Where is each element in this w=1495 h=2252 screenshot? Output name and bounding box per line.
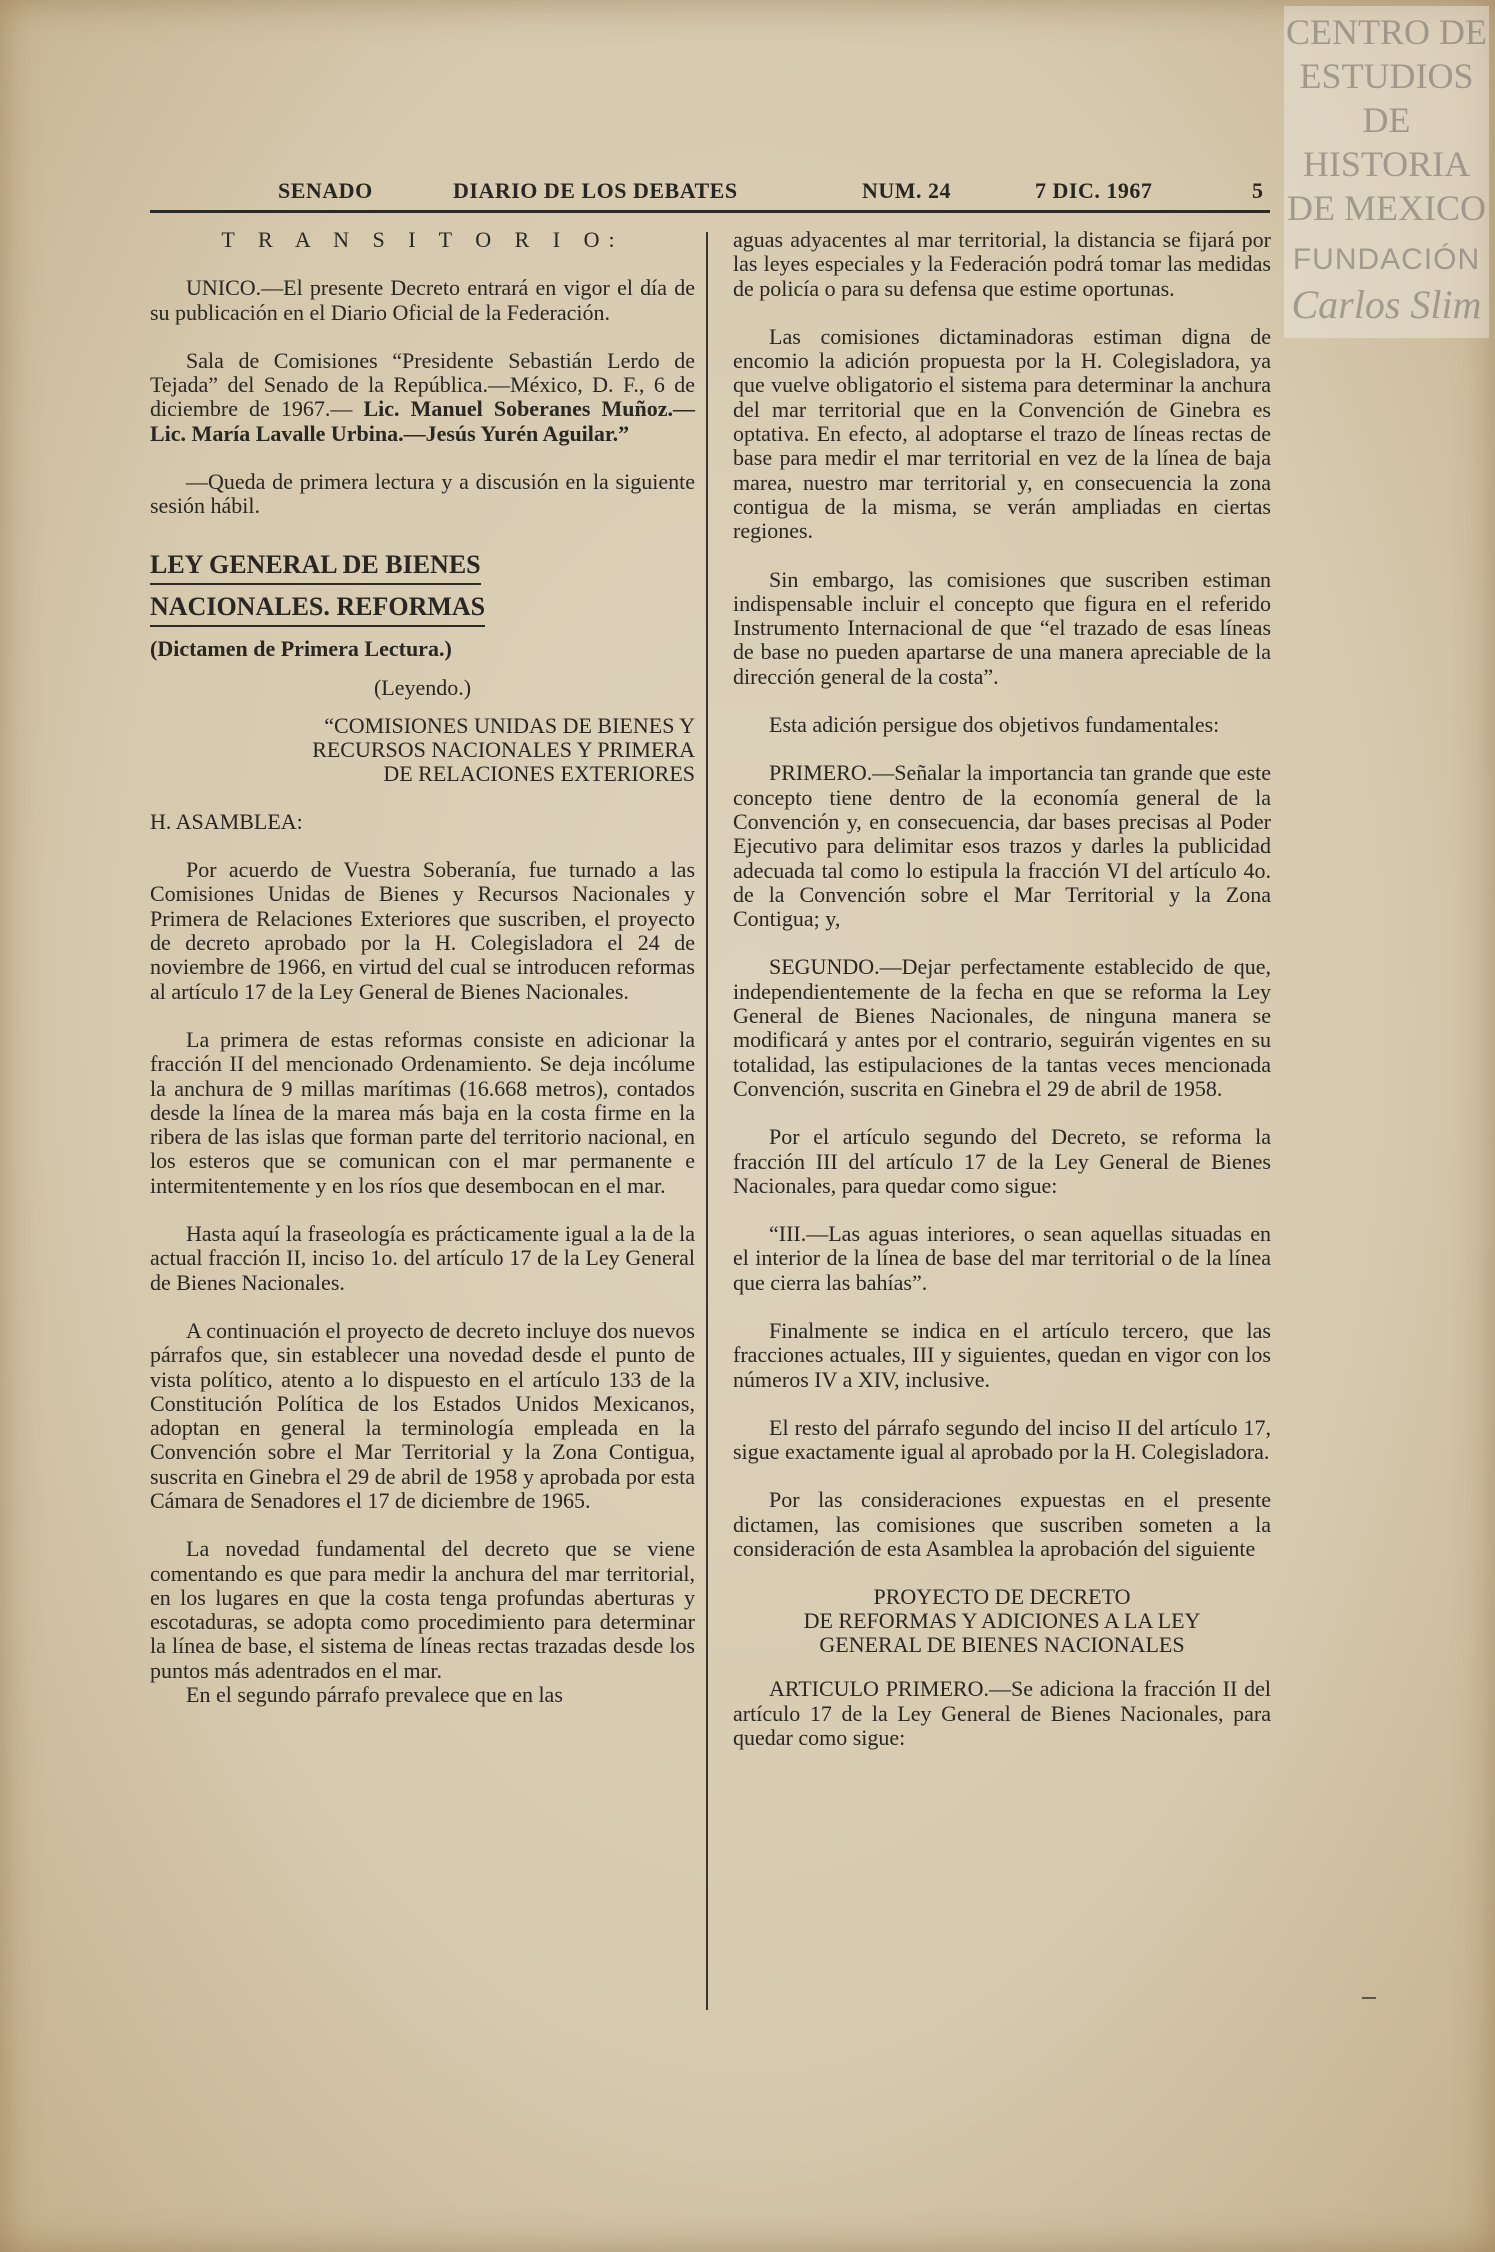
left-column [150, 228, 695, 1731]
paragraph: Esta adición persigue dos objetivos fundamentales: [769, 712, 1220, 738]
page-header [150, 170, 1270, 213]
paragraph: aguas adyacentes al mar territorial, la distancia se fijará por las leyes especiales y la Federación podrá tomar las medidas de policía o para su defensa que estime oportunas. [733, 227, 1271, 301]
paragraph: Las comisiones dictaminadoras estiman digna de encomio la adición propuesta por la H. Colegisladora, ya que vuelve obligatorio el sistema para determinar la anchura del mar territorial que en la Convención de Ginebra es optativa. En efecto, al adoptarse el trazo de líneas rectas de base para medir el mar territorial en vez de la línea de baja marea, nuestro mar territorial y, en consecuencia la zona contigua de la misma, se verán ampliadas en ciertas regiones. [733, 323, 1271, 544]
paragraph: La primera de estas reformas consiste en adicionar la fracción II del mencionado Ordenamiento. Se deja incólume la anchura de 9 millas marítimas (16.668 metros), contados desde la línea de la marea más baja en la costa firme en la ribera de las islas que forman parte del territorio nacional, en los esteros que se comunican con el mar permanente e intermitentemente y en los ríos que desembocan en el mar. [150, 1026, 695, 1198]
paragraph: Hasta aquí la fraseología es prácticamente igual a la de la actual fracción II, inciso 1o. del artículo 17 de la Ley General de Bienes Nacionales. [150, 1221, 695, 1295]
section-title: LEY GENERAL DE BIENES [150, 543, 481, 585]
paragraph: Finalmente se indica en el artículo tercero, que las fracciones actuales, III y siguientes, quedan en vigor con los números IV a XIV, inclusive. [733, 1317, 1271, 1392]
paragraph: —Queda de primera lectura y a discusión en la siguiente sesión hábil. [150, 469, 695, 519]
paragraph: Por las consideraciones expuestas en el presente dictamen, las comisiones que suscriben someten a la consideración de esta Asamblea la aprobación del siguiente [733, 1487, 1271, 1562]
watermark-line: ESTUDIOS [1299, 56, 1474, 96]
watermark-line: CENTRO DE [1286, 12, 1487, 52]
committees-line: RECURSOS NACIONALES Y PRIMERA [312, 736, 695, 762]
column-divider [706, 232, 708, 2010]
section-title: NACIONALES. REFORMAS [150, 585, 485, 627]
paragraph: SEGUNDO.—Dejar perfectamente establecido de que, independientemente de la fecha en que se reforma la Ley General de Bienes Nacionales, de ninguna manera se modificará y antes por el contrario, seguirán vigentes en su totalidad, las estipulaciones de la tantas veces mencionada Convención, suscrita en Ginebra el 29 de abril de 1958. [733, 954, 1271, 1101]
watermark-signature: Carlos Slim [1291, 282, 1482, 327]
committees-heading [150, 714, 695, 786]
decree-title [733, 1585, 1271, 1657]
salutation: H. ASAMBLEA: [150, 808, 303, 834]
signature-paragraph [150, 349, 695, 446]
issue-number: NUM. 24 [862, 178, 952, 203]
watermark-line: DE HISTORIA [1302, 100, 1471, 184]
paragraph: ARTICULO PRIMERO.—Se adiciona la fracción II del artículo 17 de la Ley General de Bienes Nacionales, para quedar como sigue: [733, 1676, 1271, 1750]
paragraph: Por el artículo segundo del Decreto, se reforma la fracción III del artículo 17 de la Ley General de Bienes Nacionales, para quedar como sigue: [733, 1124, 1271, 1198]
paragraph: Sin embargo, las comisiones que suscriben estiman indispensable incluir el concepto que figura en el referido Instrumento Internacional de que “el trazado de esas líneas de base no pueden apartarse de una manera apreciable de la dirección general de la costa”. [733, 566, 1271, 689]
sala-text: Sala de Comisiones “Presidente Sebastián Lerdo de Tejada” del Senado de la República.—México, D. F., 6 de diciembre de 1967.— [150, 347, 695, 422]
transitorio-heading: T R A N S I T O R I O: [221, 227, 624, 252]
paragraph: El resto del párrafo segundo del inciso II del artículo 17, sigue exactamente igual al aprobado por la H. Colegisladora. [733, 1414, 1271, 1465]
watermark-logo [1284, 6, 1489, 338]
page-number: 5 [1252, 178, 1264, 203]
watermark-line: DE MEXICO [1287, 188, 1486, 228]
committees-line: “COMISIONES UNIDAS DE BIENES Y [324, 712, 695, 738]
watermark-foundation: FUNDACIÓN [1292, 243, 1481, 276]
decree-title-line: PROYECTO DE DECRETO [873, 1584, 1131, 1610]
signers: Lic. Manuel Soberanes Muñoz.—Lic. María Lavalle Urbina.—Jesús Yurén Aguilar.” [150, 396, 695, 446]
decree-title-line: GENERAL DE BIENES NACIONALES [819, 1632, 1185, 1658]
paragraph: UNICO.—El presente Decreto entrará en vigor el día de su publicación en el Diario Oficial de la Federación. [150, 275, 695, 325]
margin-mark [1362, 1997, 1376, 1999]
issue-date: 7 DIC. 1967 [1035, 178, 1153, 203]
leyendo-label: (Leyendo.) [373, 674, 472, 700]
paragraph: “III.—Las aguas interiores, o sean aquellas situadas en el interior de la línea de base del mar territorial o de la línea que cierra las bahías”. [733, 1221, 1271, 1295]
paragraph: A continuación el proyecto de decreto incluye dos nuevos párrafos que, sin establecer una novedad desde el punto de vista político, atento a lo dispuesto en el artículo 133 de la Constitución Política de los Estados Unidos Mexicanos, adoptan en general la terminología empleada en la Convención sobre el Mar Territorial y la Zona Contigua, suscrita en Ginebra el 29 de abril de 1958 y aprobada por esta Cámara de Senadores el 17 de diciembre de 1965. [150, 1317, 695, 1513]
paragraph: La novedad fundamental del decreto que se viene comentando es que para medir la anchura del mar territorial, en los lugares en que la costa tenga profundas aberturas y escotaduras, se adopta como procedimiento para determinar la línea de base, el sistema de líneas rectas trazadas desde los puntos más adentrados en el mar. [150, 1536, 695, 1683]
chamber-label: SENADO [278, 178, 373, 203]
paragraph: En el segundo párrafo prevalece que en las [186, 1682, 563, 1708]
paragraph: Por acuerdo de Vuestra Soberanía, fue turnado a las Comisiones Unidas de Bienes y Recursos Nacionales y Primera de Relaciones Exteriores que suscriben, el proyecto de decreto aprobado por la H. Colegisladora el 24 de noviembre de 1966, en virtud del cual se introducen reformas al artículo 17 de la Ley General de Bienes Nacionales. [150, 857, 695, 1004]
paragraph: PRIMERO.—Señalar la importancia tan grande que este concepto tiene dentro de la economía general de la Convención y, en consecuencia, dar bases precisas al Poder Ejecutivo para delimitar esos trazos y darles la publicidad adecuada tal como lo estipula la fracción VI del artículo 4o. de la Convención sobre el Mar Territorial y la Zona Contigua; y, [733, 760, 1271, 932]
right-column [733, 228, 1271, 1774]
publication-title: DIARIO DE LOS DEBATES [453, 178, 738, 203]
committees-line: DE RELACIONES EXTERIORES [383, 760, 695, 786]
dictamen-label: (Dictamen de Primera Lectura.) [150, 636, 452, 662]
decree-title-line: DE REFORMAS Y ADICIONES A LA LEY [803, 1608, 1201, 1634]
